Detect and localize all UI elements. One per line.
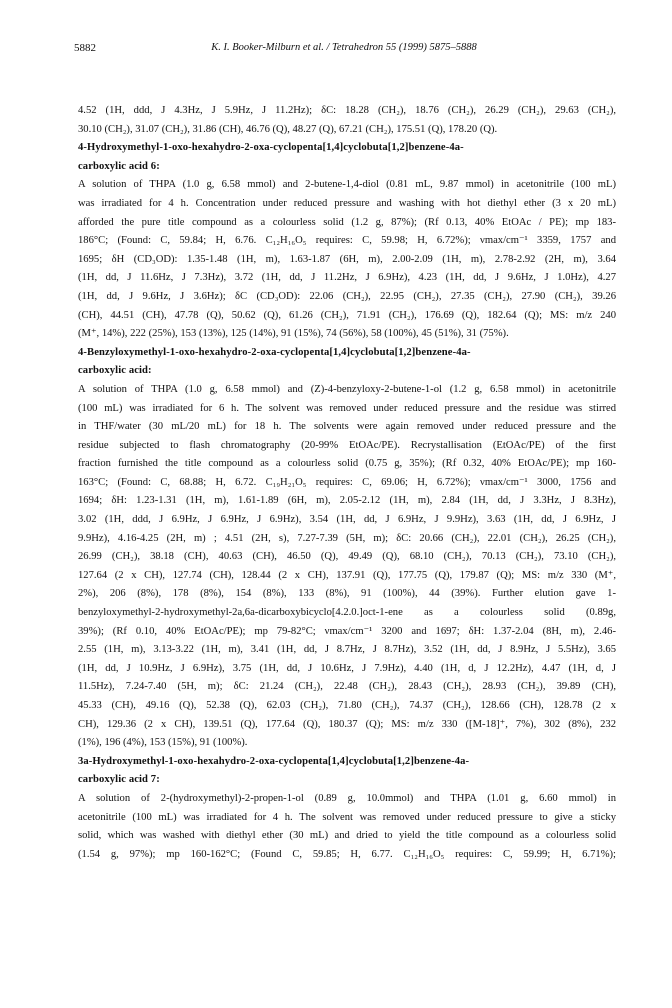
text-line: (1.54 g, 97%); mp 160-162°C; (Found C, 59.85; H, 6.77. C₁₂H₁₆O₅ requires: C, 59.99; H, 6.71%); xyxy=(78,848,616,860)
text-line: 11.5Hz), 7.24-7.40 (5H, m); δC: 21.24 (CH₂), 22.48 (CH₂), 28.43 (CH₂), 28.93 (CH₂), 39.89 (CH), xyxy=(78,681,616,693)
text-line: (1H, dd, J 10.9Hz, J 6.9Hz), 3.75 (1H, dd, J 10.6Hz, J 7.9Hz), 4.40 (1H, d, J 12.2Hz), 4.47 (1H, d, J xyxy=(78,662,616,674)
running-head xyxy=(74,40,614,56)
text-line: benzyloxymethyl-2-hydroxymethyl-2a,6a-dicarboxybicyclo[4.2.0.]oct-1-ene as a colourless solid (0.89g, xyxy=(78,607,616,619)
text-line: fraction furnished the title compound as a colourless solid (0.75 g, 35%); (Rf 0.32, 40% EtOAc/PE); mp 160- xyxy=(78,458,616,470)
text-line: 2%), 206 (8%), 178 (8%), 154 (8%), 133 (8%), 91 (100%), 44 (39%). Further elution gave 1- xyxy=(78,588,616,600)
text-line: was irradiated for 4 h. Concentration under reduced pressure and washing with hot diethyl ether (3 x 20 mL) xyxy=(78,197,616,209)
journal-reference: K. I. Booker-Milburn et al. / Tetrahedron 55 (1999) 5875–5888 xyxy=(211,42,477,53)
text-line: acetonitrile (100 mL) was irradiated for 4 h. The solvent was removed under reduced pressure to give a sticky xyxy=(78,811,616,823)
compound-heading-line: carboxylic acid 6: xyxy=(78,160,160,172)
text-line: (1H, dd, J 11.6Hz, J 7.3Hz), 3.72 (1H, dd, J 11.2Hz, J 6.9Hz), 4.23 (1H, dd, J 9.6Hz, J 1.0Hz), 4.27 xyxy=(78,272,616,284)
text-line: (CH), 44.51 (CH), 47.78 (Q), 50.62 (Q), 61.26 (CH₂), 71.91 (CH₂), 176.69 (Q), 182.64 (Q); MS: m/z 240 xyxy=(78,309,616,321)
compound-heading-line: 4-Hydroxymethyl-1-oxo-hexahydro-2-oxa-cyclopenta[1,4]cyclobuta[1,2]benzene-4a- xyxy=(78,142,464,154)
text-line: 127.64 (2 x CH), 127.74 (CH), 128.44 (2 x CH), 137.91 (Q), 177.75 (Q), 179.87 (Q); MS: m/z 330 (M⁺, xyxy=(78,569,616,581)
compound-heading-line: carboxylic acid 7: xyxy=(78,774,160,786)
text-line: 1695; δH (CD₃OD): 1.35-1.48 (1H, m), 1.63-1.87 (6H, m), 2.00-2.09 (1H, m), 2.78-2.92 (2H, m), 3.64 xyxy=(78,253,616,265)
compound-heading-line: carboxylic acid: xyxy=(78,365,152,377)
text-line: (M⁺, 14%), 222 (25%), 153 (13%), 125 (14%), 91 (15%), 74 (56%), 58 (100%), 45 (51%), 31 (75%). xyxy=(78,328,509,340)
text-line: 45.33 (CH), 49.16 (Q), 52.38 (Q), 62.03 (CH₂), 71.80 (CH₂), 74.37 (CH₂), 128.66 (CH), 128.78 (2 x xyxy=(78,700,616,711)
text-line: CH), 129.36 (2 x CH), 139.51 (Q), 177.64 (Q), 180.37 (Q); MS: m/z 330 ([M-18]⁺, 7%), 302 (8%), 232 xyxy=(78,718,616,730)
text-line: 163°C; (Found: C, 68.88; H, 6.72. C₁₉H₂₁O₅ requires: C, 69.06; H, 6.72%); νmax/cm⁻¹ 3000, 1756 and xyxy=(78,476,616,488)
text-line: 30.10 (CH₂), 31.07 (CH₂), 31.86 (CH), 46.76 (Q), 48.27 (Q), 67.21 (CH₂), 175.51 (Q), 178.20 (Q). xyxy=(78,123,498,135)
text-line: in THF/water (30 mL/20 mL) for 18 h. The solvents were again removed under reduced pressure and the xyxy=(78,421,616,433)
text-line: 26.99 (CH₂), 38.18 (CH), 40.63 (CH), 46.50 (Q), 49.49 (Q), 68.10 (CH₂), 70.13 (CH₂), 73.10 (CH₂), xyxy=(78,551,616,563)
text-line: solid, which was washed with diethyl ether (30 mL) and dried to yield the title compound as a colourless solid xyxy=(78,830,616,842)
compound-heading-line: 3a-Hydroxymethyl-1-oxo-hexahydro-2-oxa-cyclopenta[1,4]cyclobuta[1,2]benzene-4a- xyxy=(78,755,470,767)
text-line: A solution of THPA (1.0 g, 6.58 mmol) and 2-butene-1,4-diol (0.81 mL, 9.87 mmol) in acetonitrile (100 mL) xyxy=(78,179,616,191)
text-line: 186°C; (Found: C, 59.84; H, 6.76. C₁₂H₁₆O₅ requires: C, 59.98; H, 6.72%); νmax/cm⁻¹ 3359, 1757 and xyxy=(78,235,616,247)
text-line: residue subjected to flash chromatography (20-99% EtOAc/PE). Recrystallisation (EtOAc/PE) of the first xyxy=(78,439,616,451)
text-line: afforded the pure title compound as a colourless solid (1.2 g, 87%); (Rf 0.13, 40% EtOAc / PE); mp 183- xyxy=(78,216,616,228)
compound-heading-line: 4-Benzyloxymethyl-1-oxo-hexahydro-2-oxa-cyclopenta[1,4]cyclobuta[1,2]benzene-4a- xyxy=(78,346,471,358)
text-line: (1%), 196 (4%), 153 (15%), 91 (100%). xyxy=(78,737,248,749)
body-text xyxy=(78,102,616,864)
text-line: 39%); (Rf 0.10, 40% EtOAc/PE); mp 79-82°C; νmax/cm⁻¹ 3200 and 1697; δH: 1.37-2.04 (8H, m), 2.46- xyxy=(78,625,616,637)
text-line: 9.9Hz), 4.16-4.25 (2H, m) ; 4.51 (2H, s), 7.27-7.39 (5H, m); δC: 20.66 (CH₂), 22.01 (CH₂), 26.25 (CH₂), xyxy=(78,532,616,544)
text-line: 4.52 (1H, ddd, J 4.3Hz, J 5.9Hz, J 11.2Hz); δC: 18.28 (CH₂), 18.76 (CH₂), 26.29 (CH₂), 29.63 (CH₂), xyxy=(78,105,616,116)
text-line: (1H, dd, J 9.6Hz, J 3.6Hz); δC (CD₃OD): 22.06 (CH₂), 22.95 (CH₂), 27.35 (CH₂), 27.90 (CH₂), 39.26 xyxy=(78,290,616,302)
text-line: 3.02 (1H, ddd, J 6.9Hz, J 6.9Hz, J 6.9Hz), 3.54 (1H, dd, J 6.9Hz, J 9.9Hz), 3.63 (1H, dd, J 6.9Hz, J xyxy=(78,514,616,526)
text-line: 1694; δH: 1.23-1.31 (1H, m), 1.61-1.89 (6H, m), 2.05-2.12 (1H, m), 2.84 (1H, dd, J 3.3Hz, J 8.3Hz), xyxy=(78,495,616,507)
text-line: 2.55 (1H, m), 3.13-3.22 (1H, m), 3.41 (1H, dd, J 8.7Hz, J 8.7Hz), 3.52 (1H, dd, J 8.9Hz, J 5.5Hz), 3.65 xyxy=(78,644,616,656)
page-number: 5882 xyxy=(74,42,96,54)
text-line: A solution of THPA (1.0 g, 6.58 mmol) and (Z)-4-benzyloxy-2-butene-1-ol (1.2 g, 6.58 mmol) in acetonitrile xyxy=(78,383,616,395)
text-line: A solution of 2-(hydroxymethyl)-2-propen-1-ol (0.89 g, 10.0mmol) and THPA (1.01 g, 6.60 mmol) in xyxy=(78,792,616,804)
text-line: (100 mL) was irradiated for 6 h. The solvent was removed under reduced pressure and the residue was stirred xyxy=(78,402,616,414)
